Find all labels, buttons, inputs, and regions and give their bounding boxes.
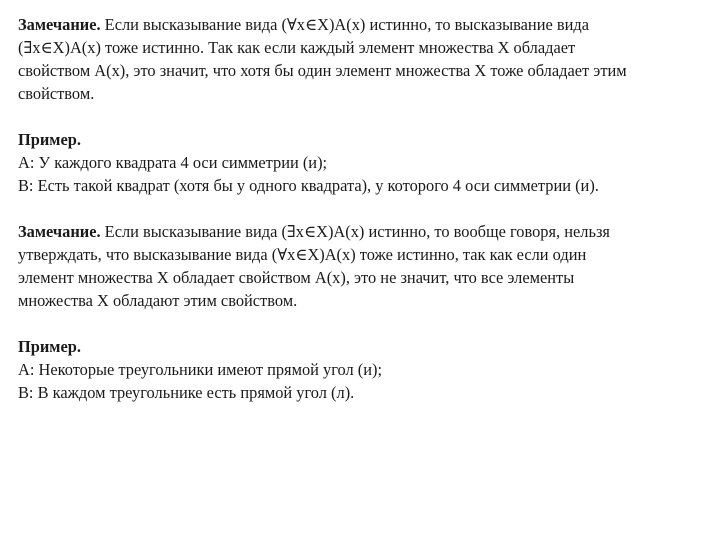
remark-1: [18, 13, 708, 105]
remark-1-heading: Замечание.: [18, 15, 101, 34]
remark-2-line-4: множества X обладают этим свойством.: [18, 291, 298, 310]
example-1-line-b: B: Есть такой квадрат (хотя бы у одного квадрата), у которого 4 оси симметрии (и).: [18, 176, 599, 195]
example-1-heading: Пример.: [18, 130, 81, 149]
spacer: [18, 312, 708, 335]
example-1-line-a: A: У каждого квадрата 4 оси симметрии (и);: [18, 153, 328, 172]
remark-2-text-1: Если высказывание вида (∃x∈X)A(x) истинно, то вообще говоря, нельзя: [100, 222, 610, 241]
remark-1-line-2: (∃x∈X)A(x) тоже истинно. Так как если каждый элемент множества X обладает: [18, 38, 576, 57]
remark-2-line-3: элемент множества X обладает свойством A(x), это не значит, что все элементы: [18, 268, 575, 287]
remark-2-line-1: [18, 220, 708, 243]
example-2: [18, 335, 708, 404]
example-2-heading: Пример.: [18, 337, 81, 356]
spacer: [18, 197, 708, 220]
remark-1-line-1: [18, 13, 708, 36]
remark-1-text-1: Если высказывание вида (∀x∈X)A(x) истинно, то высказывание вида: [100, 15, 589, 34]
document-page: [18, 13, 708, 404]
example-2-line-b: B: В каждом треугольнике есть прямой угол (л).: [18, 383, 355, 402]
remark-1-line-4: свойством.: [18, 84, 95, 103]
example-1: [18, 128, 708, 197]
remark-2-line-2: утверждать, что высказывание вида (∀x∈X)A(x) тоже истинно, так как если один: [18, 245, 587, 264]
remark-2: [18, 220, 708, 312]
example-2-line-a: A: Некоторые треугольники имеют прямой угол (и);: [18, 360, 383, 379]
remark-2-heading: Замечание.: [18, 222, 101, 241]
remark-1-line-3: свойством A(x), это значит, что хотя бы один элемент множества X тоже обладает этим: [18, 61, 627, 80]
spacer: [18, 105, 708, 128]
